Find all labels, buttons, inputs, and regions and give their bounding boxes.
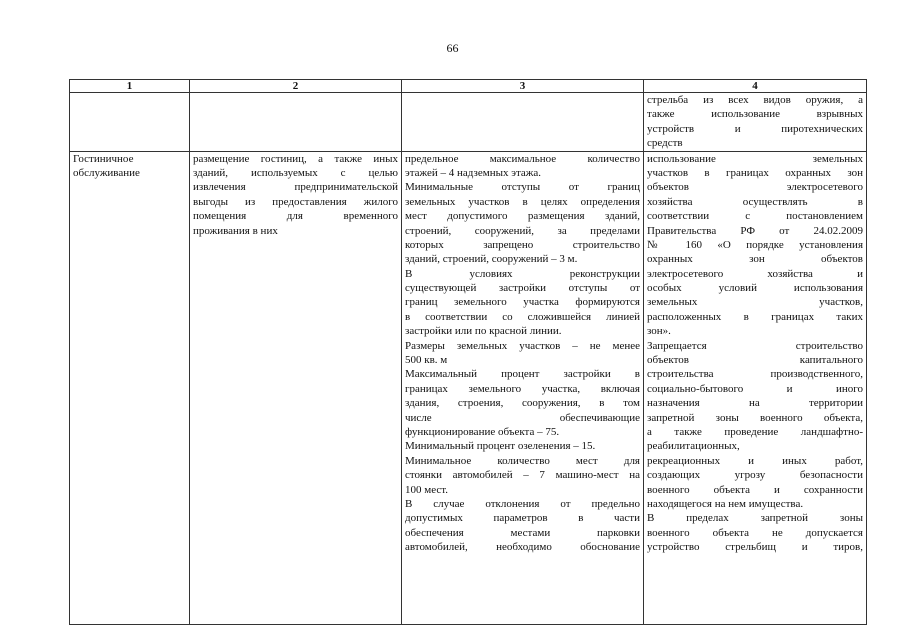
text-line: охранных зон объектов (647, 253, 863, 266)
text-line: военного объекта не допускается (647, 526, 863, 539)
text-line: Запрещается строительство (647, 339, 863, 352)
text-line: Минимальное количество мест для (405, 454, 640, 467)
text-line: военного объекта и сохранности (647, 483, 863, 496)
text-line: застройки или по красной линии. (405, 325, 562, 338)
text-line: находящегося на нем имущества. (647, 497, 804, 510)
text-line: Гостиничное (73, 152, 134, 165)
text-line: этажей – 4 надземных этажа. (405, 166, 542, 179)
text-line: средств (647, 137, 683, 150)
header-cell-4: 4 (644, 80, 867, 93)
text-line: здания, строения, сооружения, в том (405, 397, 640, 410)
text-line: автомобилей, необходимо обоснование (405, 541, 640, 554)
header-cell-1: 1 (70, 80, 190, 93)
cont-cell-1 (70, 93, 190, 152)
text-line: обслуживание (73, 166, 140, 179)
page-number: 66 (446, 41, 459, 55)
cont-cell-3 (402, 93, 644, 152)
text-line: зон». (647, 325, 671, 338)
text-line: размещение гостиниц, а также иных (193, 152, 398, 165)
header-cell-2: 2 (190, 80, 402, 93)
cont-cell-2 (190, 93, 402, 152)
text-line: участков в границах охранных зон (647, 166, 863, 179)
text-line: также использование взрывных (647, 108, 863, 121)
text-line: Минимальный процент озеленения – 15. (405, 440, 596, 453)
text-line: устройство стрельбищ и тиров, (647, 541, 863, 554)
text-line: в соответствии со сложившейся линией (405, 310, 640, 323)
text-line: зданий, используемых с целью (193, 166, 398, 179)
text-line: Максимальный процент застройки в (405, 368, 640, 381)
text-line: расположенных в границах таких (647, 310, 863, 323)
text-line: особых условий использования (647, 282, 863, 295)
text-line: выгоды из предоставления жилого (193, 195, 398, 208)
parameters-cell (402, 151, 644, 624)
text-line: создающих угрозу безопасности (647, 469, 863, 482)
text-line: электросетевого хозяйства и (647, 267, 863, 280)
table-row (70, 151, 867, 624)
text-line: 500 кв. м (405, 354, 448, 367)
text-line: границах земельного участка, включая (405, 382, 640, 395)
text-line: Правительства РФ от 24.02.2009 (647, 224, 863, 237)
text-line: существующей застройки отступы от (405, 282, 640, 295)
header-cell-3: 3 (402, 80, 644, 93)
text-line: социально-бытового и иного (647, 382, 863, 395)
text-line: Размеры земельных участков – не менее (405, 339, 640, 352)
text-line: объектов капитального (647, 354, 863, 367)
land-use-type-cell (70, 151, 190, 624)
text-line: зданий, строений, сооружений – 3 м. (405, 253, 578, 266)
text-line: извлечения предпринимательской (193, 181, 398, 194)
text-line: использование земельных (647, 152, 863, 165)
restrictions-cell (644, 151, 867, 624)
header-row (70, 80, 867, 93)
text-line: строительства производственного, (647, 368, 863, 381)
text-line: Минимальные отступы от границ (405, 181, 640, 194)
text-line: а также проведение ландшафтно- (647, 425, 863, 438)
text-line: предельное максимальное количество (405, 152, 640, 165)
text-line: обеспечения местами парковки (405, 526, 640, 539)
text-line: В условиях реконструкции (405, 267, 640, 280)
text-line: стрельба из всех видов оружия, а (647, 94, 863, 106)
text-line: земельных участков, (647, 296, 863, 309)
text-line: В случае отклонения от предельно (405, 497, 640, 510)
text-line: стоянки автомобилей – 7 машино-мест на (405, 469, 640, 482)
text-line: земельных участков в целях определения (405, 195, 640, 208)
text-line: рекреационных и иных работ, (647, 454, 863, 467)
text-line: проживания в них (193, 224, 278, 237)
text-line: В пределах запретной зоны (647, 512, 863, 525)
cont-cell-4 (644, 93, 867, 152)
text-line: которых запрещено строительство (405, 238, 640, 251)
text-line: соответствии с постановлением (647, 210, 863, 223)
text-line: строений, сооружений, за пределами (405, 224, 640, 237)
zoning-table (69, 79, 867, 625)
text-line: помещения для временного (193, 210, 398, 223)
text-line: числе обеспечивающие (405, 411, 640, 424)
text-line: реабилитационных, (647, 440, 740, 453)
text-line: функционирование объекта – 75. (405, 425, 560, 438)
text-line: № 160 «О порядке установления (647, 238, 863, 251)
text-line: допустимых параметров в части (405, 512, 640, 525)
text-line: объектов электросетевого (647, 181, 863, 194)
text-line: запретной зоны военного объекта, (647, 411, 863, 424)
text-line: устройств и пиротехнических (647, 122, 863, 135)
use-description-cell (190, 151, 402, 624)
text-line: хозяйства осуществлять в (647, 195, 863, 208)
text-line: мест допустимого размещения зданий, (405, 210, 640, 223)
text-line: границ земельного участка формируются (405, 296, 640, 309)
continuation-row (70, 93, 867, 152)
text-line: назначения на территории (647, 397, 863, 410)
text-line: 100 мест. (405, 483, 448, 496)
